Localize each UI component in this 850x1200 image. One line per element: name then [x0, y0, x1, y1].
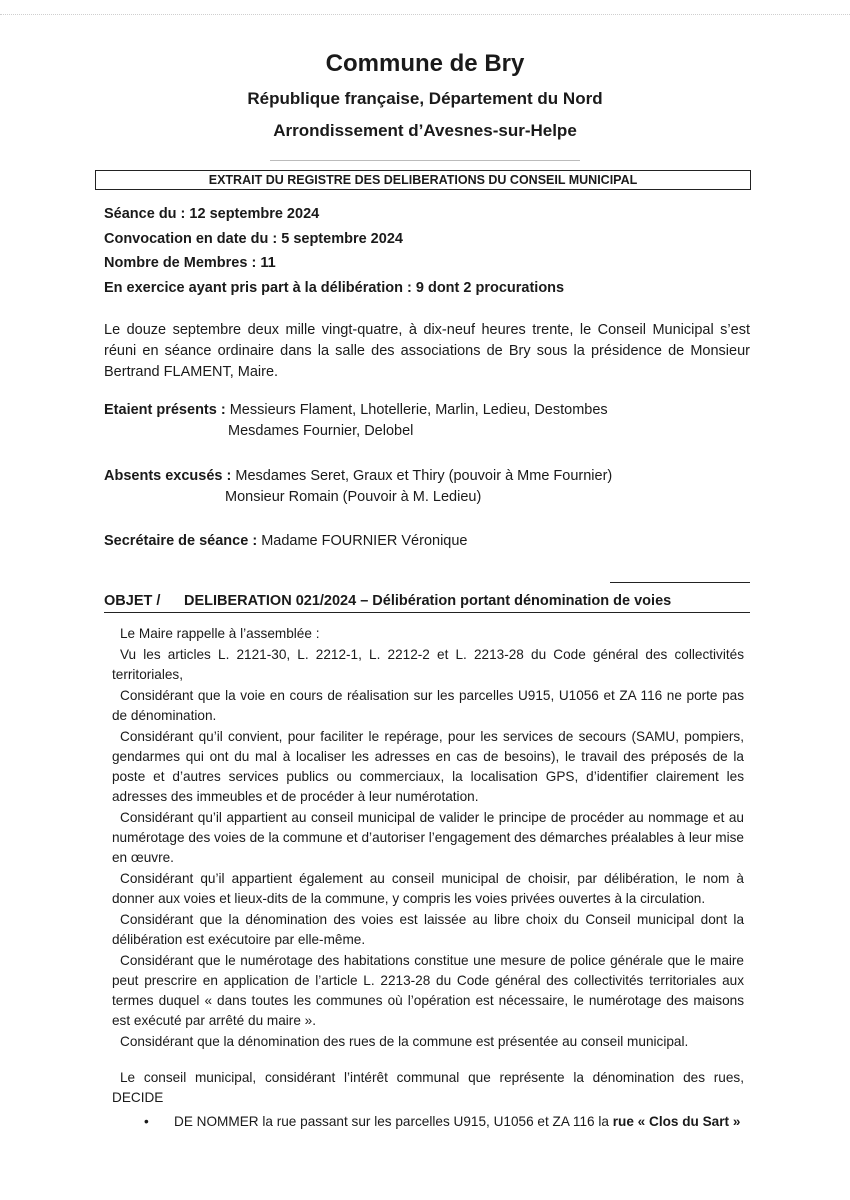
bullet-text: DE NOMMER la rue passant sur les parcelles U915, U1056 et ZA 116 la [174, 1114, 609, 1129]
presents-label: Etaient présents : [104, 402, 226, 418]
seance-date: Séance du : 12 septembre 2024 [104, 206, 320, 222]
body-paragraph: Considérant que la voie en cours de réalisation sur les parcelles U915, U1056 et ZA 116 ne porte pas de dénomination. [112, 688, 744, 723]
objet-label: OBJET / [104, 593, 161, 609]
body-paragraph: Le Maire rappelle à l’assemblée : [120, 626, 320, 641]
absents-label: Absents excusés : [104, 468, 232, 484]
body-paragraph: Considérant que la dénomination des voies est laissée au libre choix du Conseil municipal dont la délibération est exécutoire par elle-même. [112, 912, 744, 947]
secretaire-label: Secrétaire de séance : [104, 533, 258, 549]
body-paragraph: Considérant qu’il appartient également au conseil municipal de choisir, par délibération, le nom à donner aux voies et lieux-dits de la commune, y compris les voies privées ouvertes à la circulation. [112, 871, 744, 906]
bullet-street-name: rue « Clos du Sart » [612, 1114, 741, 1129]
objet-top-rule [610, 582, 750, 583]
document-header [0, 48, 850, 142]
presents-block [104, 400, 608, 442]
secretaire-value: Madame FOURNIER Véronique [261, 533, 468, 549]
decide-paragraph: Le conseil municipal, considérant l’intérêt communal que représente la dénomination des rues, DECIDE [112, 1070, 744, 1105]
absents-line1: Mesdames Seret, Graux et Thiry (pouvoir à Mme Fournier) [235, 468, 613, 484]
absents-line2: Monsieur Romain (Pouvoir à M. Ledieu) [225, 489, 482, 505]
register-title-box [95, 170, 751, 190]
presents-line1: Messieurs Flament, Lhotellerie, Marlin, Ledieu, Destombes [229, 402, 608, 418]
body-paragraph: Considérant que le numérotage des habitations constitue une mesure de police générale que le maire peut prescrire en application de l’article L. 2213-28 du Code général des collectivités territoriales aux termes duquel « dans toutes les communes où l’opération est nécessaire, le numérotage des maisons est exécuté par arrêté du maire ». [112, 953, 744, 1028]
bullet-icon: • [144, 1114, 149, 1129]
convocation-date: Convocation en date du : 5 septembre 2024 [104, 230, 403, 247]
membres-count: Nombre de Membres : 11 [104, 255, 276, 271]
objet-heading [104, 590, 750, 612]
presents-line2: Mesdames Fournier, Delobel [228, 423, 414, 439]
top-dotted-line [0, 14, 850, 15]
body-paragraph: Vu les articles L. 2121-30, L. 2212-1, L. 2212-2 et L. 2213-28 du Code général des collectivités territoriales, [112, 647, 744, 682]
exercice-count: En exercice ayant pris part à la délibération : 9 dont 2 procurations [104, 279, 565, 296]
intro-paragraph: Le douze septembre deux mille vingt-quatre, à dix-neuf heures trente, le Conseil Municipal s’est réuni en séance ordinaire dans la salle des associations de Bry sous la présidence de Monsieur Bertrand FLAMENT, Maire. [104, 322, 750, 380]
absents-block [104, 466, 612, 508]
session-meta [104, 204, 564, 302]
republique-subtitle: République française, Département du Nord [247, 89, 603, 108]
header-separator [270, 160, 580, 161]
body-paragraph: Considérant qu’il convient, pour faciliter le repérage, pour les services de secours (SAMU, pompiers, gendarmes qui ont du mal à localiser les adresses en cas de besoins), le travail des préposés de la poste et d’autres services publics ou commerciaux, la localisation GPS, d’identifier clairement les adresses des immeubles et de procéder à leur numérotation. [112, 729, 744, 804]
decision-bullet [112, 1112, 744, 1132]
deliberation-body [112, 624, 744, 1132]
objet-bottom-rule [104, 612, 750, 613]
body-paragraph: Considérant que la dénomination des rues de la commune est présentée au conseil municipal. [120, 1034, 689, 1049]
register-title: EXTRAIT DU REGISTRE DES DELIBERATIONS DU CONSEIL MUNICIPAL [208, 173, 638, 187]
secretaire-block [104, 531, 468, 552]
commune-title: Commune de Bry [325, 50, 525, 77]
arrondissement-subtitle: Arrondissement d’Avesnes-sur-Helpe [273, 121, 577, 140]
body-paragraph: Considérant qu’il appartient au conseil municipal de valider le principe de procéder au nommage et au numérotage des voies de la commune et d’autoriser l’engagement des démarches préalables à leur mise en œuvre. [112, 810, 744, 865]
objet-title: DELIBERATION 021/2024 – Délibération portant dénomination de voies [184, 593, 672, 609]
